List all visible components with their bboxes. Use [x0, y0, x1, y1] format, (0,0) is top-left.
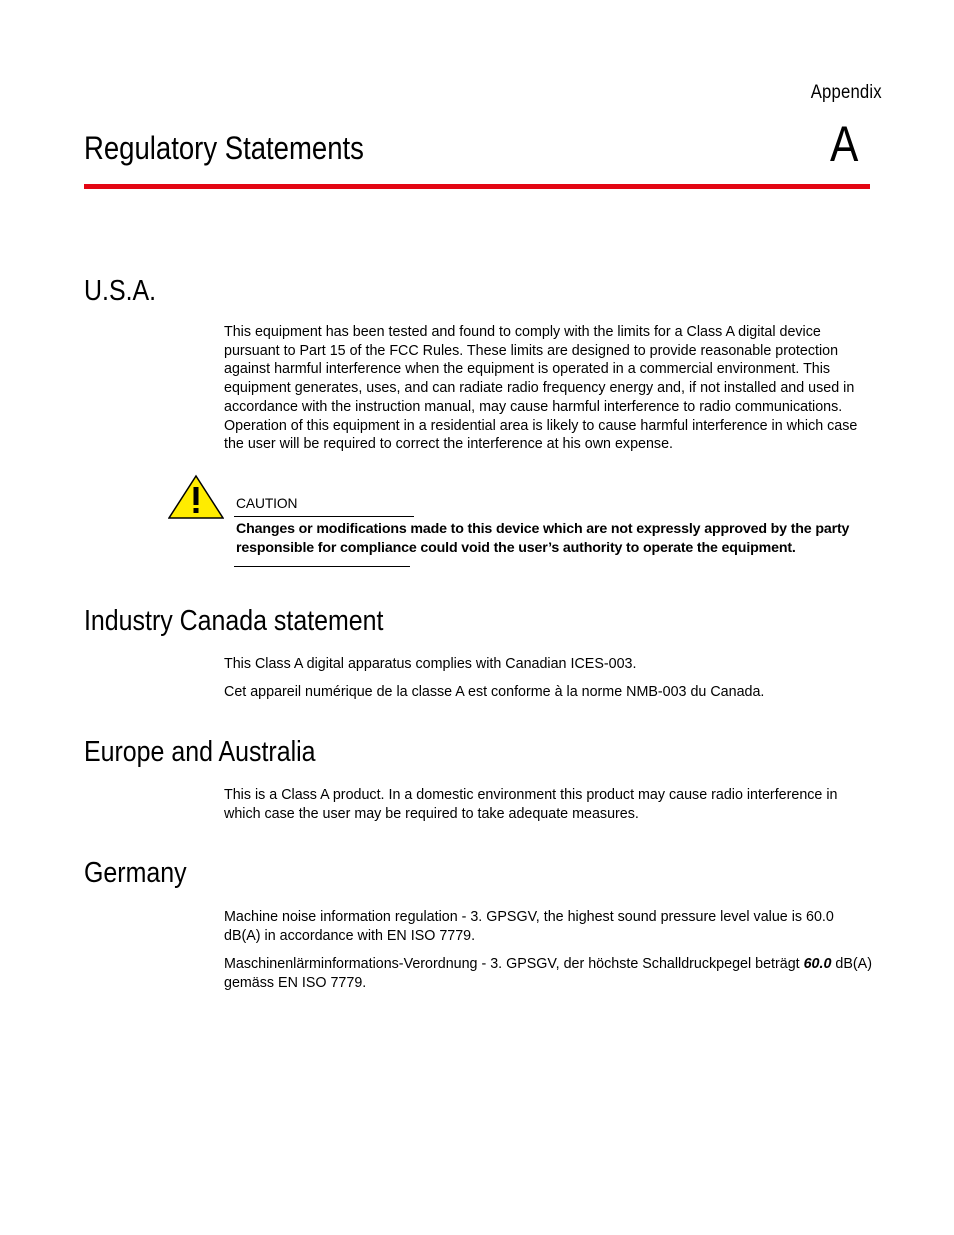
- germany-paragraph-de: [224, 955, 872, 992]
- chapter-letter: A: [829, 116, 858, 172]
- caution-text: Changes or modifications made to this device which are not expressly approved by the party responsible for compliance could void the user’s authority to operate the equipment.: [236, 521, 850, 556]
- germany-paragraph-de-tail: dB(A) gemäss EN ISO 7779.: [224, 956, 872, 991]
- section-heading-europe: Europe and Australia: [84, 736, 316, 768]
- caution-rule-top: [234, 516, 414, 517]
- chapter-title: Regulatory Statements: [84, 130, 364, 166]
- caution-rule-bottom: [234, 566, 410, 567]
- section-heading-canada: Industry Canada statement: [84, 605, 384, 637]
- canada-paragraph-en: This Class A digital apparatus complies with Canadian ICES-003.: [224, 656, 637, 672]
- section-heading-germany: Germany: [84, 857, 187, 889]
- germany-sound-level-value: 60.0: [803, 956, 832, 972]
- chapter-title-rule: [84, 184, 870, 189]
- caution-label: CAUTION: [236, 496, 298, 511]
- appendix-label: Appendix: [810, 82, 882, 103]
- warning-triangle-icon: [168, 474, 224, 520]
- germany-paragraph-de-text: Maschinenlärminformations-Verordnung - 3. GPSGV, der höchste Schalldruckpegel beträgt: [224, 956, 804, 972]
- section-heading-usa: U.S.A.: [84, 275, 157, 307]
- usa-paragraph: This equipment has been tested and found to comply with the limits for a Class A digital device pursuant to Part 15 of the FCC Rules. These limits are designed to provide reasonable protection against harmful interference when the equipment is operated in a commercial environment. This equipment generates, uses, and can radiate radio frequency energy and, if not installed and used in accordance with the instruction manual, may cause harmful interference to radio communications. Operation of this equipment in a residential area is likely to cause harmful interference in which case the user will be required to correct the interference at his own expense.: [224, 324, 858, 453]
- caution-block: [168, 474, 868, 570]
- europe-paragraph: This is a Class A product. In a domestic environment this product may cause radio interference in which case the user may be required to take adequate measures.: [224, 787, 838, 822]
- germany-paragraph-en: Machine noise information regulation - 3. GPSGV, the highest sound pressure level value is 60.0 dB(A) in accordance with EN ISO 7779.: [224, 909, 834, 944]
- canada-paragraph-fr: Cet appareil numérique de la classe A est conforme à la norme NMB-003 du Canada.: [224, 684, 765, 700]
